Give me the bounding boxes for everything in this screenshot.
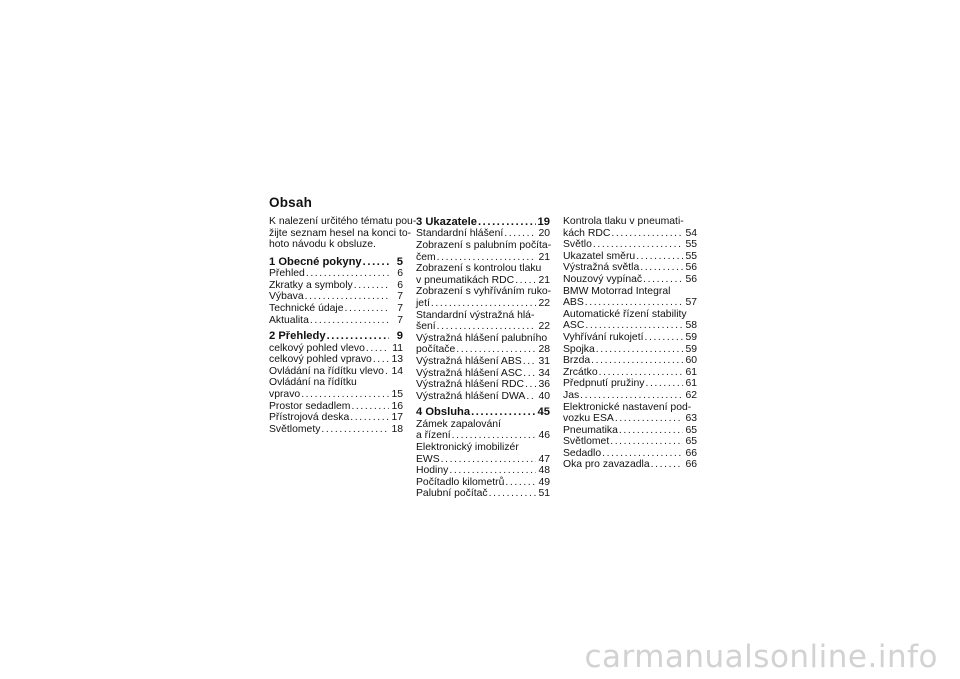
toc-entry-label: a řízení xyxy=(416,430,451,442)
toc-page-number: 66 xyxy=(685,447,697,459)
dot-leader xyxy=(615,413,683,425)
toc-section-heading[interactable] xyxy=(416,216,550,228)
toc-page-number: 58 xyxy=(685,320,697,332)
toc-page-number: 15 xyxy=(391,388,403,400)
toc-page-number: 7 xyxy=(397,314,403,326)
toc-page-number: 19 xyxy=(537,216,550,228)
toc-entry-label: v pneumatikách RDC xyxy=(416,274,515,286)
toc-entry-label: Kontrola tlaku v pneumati- xyxy=(563,216,684,227)
toc-page-number: 63 xyxy=(685,413,697,425)
toc-page-number: 9 xyxy=(396,330,403,343)
toc-entry-label: ABS xyxy=(563,297,584,309)
toc-entry[interactable] xyxy=(563,436,697,448)
toc-entry-label: Výstražná hlášení RDC xyxy=(416,379,524,391)
toc-page-number: 47 xyxy=(538,453,550,465)
dot-leader xyxy=(651,459,683,471)
toc-entry[interactable] xyxy=(416,442,550,465)
toc-page-number: 31 xyxy=(538,355,550,367)
toc-entry[interactable] xyxy=(563,378,697,390)
dot-leader xyxy=(602,448,683,460)
toc-page-number: 51 xyxy=(538,488,550,500)
toc-page-number: 61 xyxy=(685,366,697,378)
toc-entry-label: Brzda xyxy=(563,355,591,367)
toc-entry-label: Standardní hlášení xyxy=(416,228,504,240)
toc-entry[interactable] xyxy=(563,367,697,379)
toc-entry[interactable] xyxy=(563,355,697,367)
dot-leader xyxy=(366,343,389,355)
toc-entry[interactable] xyxy=(563,402,697,425)
toc-entry-label: Výstražná hlášení palubního xyxy=(416,332,548,344)
page-title: Obsah xyxy=(269,195,313,210)
toc-entry-label: Zobrazení s kontrolou tlaku xyxy=(416,263,542,275)
toc-entry-label: Aktualita xyxy=(269,314,309,326)
toc-entry[interactable] xyxy=(416,465,550,477)
toc-entry-label: čem xyxy=(416,251,436,263)
toc-entry[interactable] xyxy=(563,425,697,437)
toc-entry[interactable] xyxy=(416,240,550,263)
toc-entry[interactable] xyxy=(416,333,550,356)
toc-entry[interactable] xyxy=(416,310,550,333)
toc-page-number: 5 xyxy=(396,255,403,268)
toc-entry-label: Zobrazení s palubním počíta- xyxy=(416,240,552,251)
toc-entry-label: Elektronické nastavení pod- xyxy=(563,401,692,413)
toc-entry-label: Výstražná hlášení DWA xyxy=(416,390,526,402)
toc-page-number: 56 xyxy=(685,273,697,285)
toc-page-number: 54 xyxy=(685,227,697,239)
toc-section-heading[interactable] xyxy=(416,406,550,418)
dot-leader xyxy=(449,465,536,477)
toc-page-number: 49 xyxy=(538,476,550,488)
toc-page-number: 60 xyxy=(685,355,697,367)
toc-entry-label: EWS xyxy=(416,453,440,465)
toc-page-number: 62 xyxy=(685,389,697,401)
toc-entry[interactable] xyxy=(269,315,403,327)
toc-entry[interactable] xyxy=(269,303,403,315)
dot-leader xyxy=(373,354,389,366)
toc-page-number: 65 xyxy=(685,436,697,448)
dot-leader xyxy=(437,321,536,333)
toc-entry[interactable] xyxy=(269,268,403,280)
toc-entry-label: Světlomet xyxy=(563,436,610,448)
dot-leader xyxy=(599,367,683,379)
toc-entry-label: Sedadlo xyxy=(563,447,602,459)
toc-entry[interactable] xyxy=(563,390,697,402)
toc-entry[interactable] xyxy=(269,343,403,355)
toc-entry-label: Světlo xyxy=(563,239,592,251)
toc-entry-label: Ovládání na řídítku xyxy=(269,377,357,389)
toc-entry-label: Zkratky a symboly xyxy=(269,279,353,291)
toc-entry[interactable] xyxy=(416,263,550,286)
toc-entry[interactable] xyxy=(563,216,697,239)
toc-entry-label: Výstražná hlášení ASC xyxy=(416,367,523,379)
toc-entry-label: Prostor sedadlem xyxy=(269,400,351,412)
dot-leader xyxy=(345,303,389,315)
toc-entry-label: Zobrazení s vyhříváním ruko- xyxy=(416,286,552,298)
dot-leader xyxy=(431,298,536,310)
toc-entry-label: 3 Ukazatele xyxy=(416,216,477,228)
dot-leader xyxy=(478,216,536,228)
toc-entries xyxy=(416,216,550,500)
dot-leader xyxy=(610,436,683,448)
toc-page-number: 14 xyxy=(391,365,403,377)
dot-leader xyxy=(452,430,536,442)
toc-entry[interactable] xyxy=(269,366,403,378)
dot-leader xyxy=(523,356,536,368)
toc-entry[interactable] xyxy=(563,459,697,471)
dot-leader xyxy=(640,262,683,274)
toc-page-number: 36 xyxy=(538,379,550,391)
toc-entry-label: Oka pro zavazadla xyxy=(563,459,650,471)
toc-entry-label: Výstražná světla xyxy=(563,262,640,274)
toc-page-number: 46 xyxy=(538,430,550,442)
dot-leader xyxy=(526,391,536,403)
toc-entry-label: Výbava xyxy=(269,291,304,303)
toc-page-number: 28 xyxy=(538,344,550,356)
toc-entry[interactable] xyxy=(269,280,403,292)
toc-page-number: 7 xyxy=(397,302,403,314)
toc-page-number: 22 xyxy=(538,321,550,333)
toc-entry-label: 2 Přehledy xyxy=(269,330,326,343)
toc-entry-label: Ukazatel směru xyxy=(563,250,636,262)
toc-entry-label: Nouzový vypínač xyxy=(563,273,643,285)
toc-page-number: 17 xyxy=(391,412,403,424)
toc-entry-label: Ovládání na řídítku vlevo xyxy=(269,365,384,377)
toc-entry-label: Přehled xyxy=(269,268,305,280)
toc-entry-label: Předpnutí pružiny xyxy=(563,378,645,390)
dot-leader xyxy=(354,280,389,292)
dot-leader xyxy=(525,379,536,391)
toc-entry-label: celkový pohled vlevo xyxy=(269,342,365,354)
toc-entry[interactable] xyxy=(416,356,550,368)
toc-column-3 xyxy=(563,216,697,471)
toc-page-number: 20 xyxy=(538,228,550,240)
toc-entry-label: Automatické řízení stability xyxy=(563,308,687,320)
toc-entry-label: ASC xyxy=(563,320,585,332)
dot-leader xyxy=(591,355,683,367)
toc-entry[interactable] xyxy=(563,274,697,286)
toc-page-number: 21 xyxy=(538,251,550,263)
toc-column-2 xyxy=(416,216,550,500)
toc-page-number: 6 xyxy=(397,279,403,291)
toc-page-number: 66 xyxy=(685,459,697,471)
dot-leader xyxy=(619,425,683,437)
toc-entry-label: Jas xyxy=(563,389,580,401)
toc-entry[interactable] xyxy=(563,344,697,356)
toc-entry-label: šení xyxy=(416,321,436,333)
dot-leader xyxy=(611,228,683,240)
toc-page-number: 61 xyxy=(685,378,697,390)
toc-page-number: 40 xyxy=(538,390,550,402)
toc-entry-label: Standardní výstražná hlá- xyxy=(416,309,535,321)
dot-leader xyxy=(327,330,389,342)
toc-entry[interactable] xyxy=(416,391,550,403)
toc-page-number: 6 xyxy=(397,268,403,280)
toc-entry-label: Technické údaje xyxy=(269,302,344,314)
dot-leader xyxy=(301,389,389,401)
toc-entry[interactable] xyxy=(416,286,550,309)
toc-entry-label: BMW Motorrad Integral xyxy=(563,285,671,297)
toc-page-number: 16 xyxy=(391,400,403,412)
toc-entry[interactable] xyxy=(269,424,403,436)
toc-entry-label: Počítadlo kilometrů xyxy=(416,476,505,488)
toc-entry[interactable] xyxy=(416,379,550,391)
dot-leader xyxy=(523,368,536,380)
dot-leader xyxy=(504,228,536,240)
toc-entry-label: celkový pohled vpravo xyxy=(269,354,372,366)
toc-entries xyxy=(563,216,697,471)
dot-leader xyxy=(321,424,389,436)
toc-entry-label: Hodiny xyxy=(416,465,449,477)
dot-leader xyxy=(310,315,389,327)
dot-leader xyxy=(596,344,683,356)
dot-leader xyxy=(636,251,683,263)
toc-entries xyxy=(269,256,403,436)
toc-page-number: 65 xyxy=(685,424,697,436)
toc-page-number: 57 xyxy=(685,297,697,309)
toc-entry[interactable] xyxy=(563,332,697,344)
dot-leader xyxy=(456,344,536,356)
intro-line: K nalezení určitého tématu pou- xyxy=(269,216,417,227)
toc-entry-label: jetí xyxy=(416,297,430,309)
dot-leader xyxy=(585,297,683,309)
toc-entry-label: Pneumatika xyxy=(563,424,618,436)
toc-column-1 xyxy=(269,216,417,435)
toc-entry[interactable] xyxy=(563,286,697,309)
toc-entry-label: počítače xyxy=(416,344,456,356)
toc-page-number: 21 xyxy=(538,274,550,286)
toc-entry-label: 1 Obecné pokyny xyxy=(269,255,362,268)
toc-page-number: 13 xyxy=(391,354,403,366)
dot-leader xyxy=(515,275,536,287)
intro-text xyxy=(269,216,417,251)
dot-leader xyxy=(644,332,683,344)
dot-leader xyxy=(645,378,683,390)
toc-entry-label: Výstražná hlášení ABS xyxy=(416,355,522,367)
toc-entry-label: Zrcátko xyxy=(563,366,598,378)
toc-entry-label: Vyhřívání rukojetí xyxy=(563,331,644,343)
dot-leader xyxy=(489,488,536,500)
toc-page-number: 34 xyxy=(538,367,550,379)
dot-leader xyxy=(643,274,683,286)
toc-section-heading[interactable] xyxy=(269,330,403,342)
toc-entry-label: 4 Obsluha xyxy=(416,406,471,419)
toc-entry[interactable] xyxy=(416,368,550,380)
toc-entry[interactable] xyxy=(563,251,697,263)
toc-entry[interactable] xyxy=(269,354,403,366)
toc-entry-label: Palubní počítač xyxy=(416,488,488,500)
dot-leader xyxy=(580,390,683,402)
toc-page-number: 59 xyxy=(685,331,697,343)
toc-page-number: 48 xyxy=(538,465,550,477)
dot-leader xyxy=(385,366,389,378)
toc-entry-label: Zámek zapalování xyxy=(416,418,501,430)
dot-leader xyxy=(585,320,683,332)
dot-leader xyxy=(305,291,389,303)
toc-entry[interactable] xyxy=(269,401,403,413)
toc-page-number: 55 xyxy=(685,239,697,251)
dot-leader xyxy=(306,268,389,280)
dot-leader xyxy=(441,454,536,466)
toc-page-number: 55 xyxy=(685,250,697,262)
toc-entry[interactable] xyxy=(416,488,550,500)
toc-entry[interactable] xyxy=(563,262,697,274)
toc-section-heading[interactable] xyxy=(269,256,403,268)
dot-leader xyxy=(593,239,683,251)
toc-entry[interactable] xyxy=(563,309,697,332)
toc-page-number: 22 xyxy=(538,297,550,309)
dot-leader xyxy=(350,412,389,424)
toc-page-number: 7 xyxy=(397,291,403,303)
toc-entry-label: vpravo xyxy=(269,388,301,400)
toc-page-number: 45 xyxy=(537,406,550,419)
toc-entry-label: kách RDC xyxy=(563,227,611,239)
toc-entry-label: Světlomety xyxy=(269,423,321,435)
toc-entry[interactable] xyxy=(563,448,697,460)
toc-entry[interactable] xyxy=(416,228,550,240)
toc-page-number: 56 xyxy=(685,262,697,274)
toc-entry[interactable] xyxy=(416,477,550,489)
toc-entry[interactable] xyxy=(416,419,550,442)
dot-leader xyxy=(437,252,536,264)
toc-entry[interactable] xyxy=(269,291,403,303)
toc-entry-label: Přístrojová deska xyxy=(269,412,350,424)
toc-entry[interactable] xyxy=(563,239,697,251)
intro-line: žijte seznam hesel na konci to- xyxy=(269,227,412,239)
toc-page-number: 59 xyxy=(685,343,697,355)
dot-leader xyxy=(351,401,389,413)
watermark: carmanualsonline.info xyxy=(584,639,938,675)
toc-entry-label: vozku ESA xyxy=(563,413,614,425)
intro-line: hoto návodu k obsluze. xyxy=(269,239,376,251)
toc-entry[interactable] xyxy=(269,412,403,424)
dot-leader xyxy=(363,256,389,268)
toc-entry-label: Spojka xyxy=(563,343,595,355)
toc-entry[interactable] xyxy=(269,377,403,400)
dot-leader xyxy=(471,406,535,418)
toc-page-number: 11 xyxy=(392,342,403,354)
toc-page-number: 18 xyxy=(391,423,403,435)
dot-leader xyxy=(505,477,536,489)
toc-entry-label: Elektronický imobilizér xyxy=(416,441,519,453)
